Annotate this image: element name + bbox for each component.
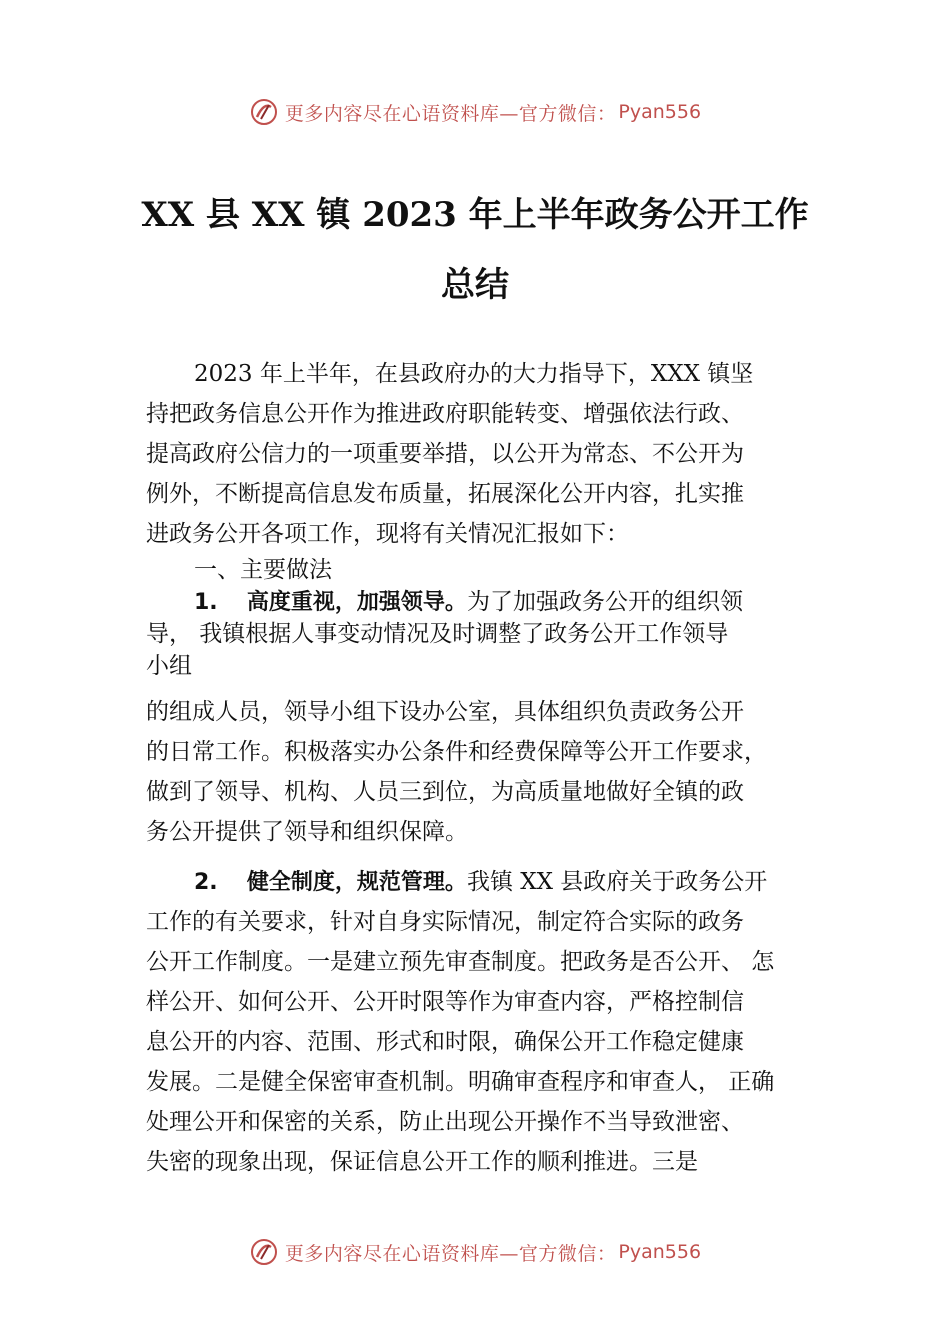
item2-line-7: 处理公开和保密的关系，防止出现公开操作不当导致泄密、 bbox=[146, 1109, 744, 1135]
item1-line-5: 的日常工作。积极落实办公条件和经费保障等公开工作要求， bbox=[146, 739, 767, 765]
item1-first-line bbox=[146, 586, 826, 618]
p1-line-4: 例外，不断提高信息发布质量，拓展深化公开内容，扎实推 bbox=[146, 481, 744, 507]
item2-line-2: 工作的有关要求，针对自身实际情况，制定符合实际的政务 bbox=[146, 909, 744, 935]
item2-number: 2. bbox=[194, 870, 218, 895]
watermark-header bbox=[0, 92, 950, 132]
watermark-id: Pyan556 bbox=[618, 1241, 702, 1263]
watermark-id: Pyan556 bbox=[618, 101, 702, 123]
watermark-text: 更多内容尽在心语资料库—官方微信： bbox=[284, 1242, 617, 1265]
item2-line-4: 样公开、如何公开、公开时限等作为审查内容，严格控制信 bbox=[146, 989, 744, 1015]
title-line-1: XX 县 XX 镇 2023 年上半年政务公开工作 bbox=[141, 195, 809, 235]
item2-line-5: 息公开的内容、范围、形式和时限，确保公开工作稳定健康 bbox=[146, 1029, 744, 1055]
document-title bbox=[0, 180, 950, 320]
item2-line-6: 发展。二是健全保密审查机制。明确审查程序和审查人， 正确 bbox=[146, 1069, 775, 1095]
title-line-2: 总结 bbox=[441, 265, 509, 305]
watermark-footer bbox=[0, 1232, 950, 1272]
item2-line-8: 失密的现象出现，保证信息公开工作的顺利推进。三是 bbox=[146, 1149, 698, 1175]
item2-line-3: 公开工作制度。一是建立预先审查制度。把政务是否公开、 怎 bbox=[146, 949, 775, 975]
item2-heading: 健全制度，规范管理。 bbox=[246, 870, 467, 895]
item1-line-2: 导， 我镇根据人事变动情况及时调整了政务公开工作领导 bbox=[146, 621, 729, 647]
item1-line-7: 务公开提供了领导和组织保障。 bbox=[146, 819, 468, 845]
item1-line-3: 小组 bbox=[146, 653, 192, 679]
item1-first-rest: 为了加强政务公开的组织领 bbox=[466, 589, 743, 615]
document-body bbox=[146, 354, 826, 1182]
item2-first-rest: 我镇 XX 县政府关于政务公开 bbox=[466, 869, 768, 895]
logo-icon bbox=[249, 97, 279, 127]
logo-icon bbox=[249, 1237, 279, 1267]
p1-line-2: 持把政务信息公开作为推进政府职能转变、增强依法行政、 bbox=[146, 401, 744, 427]
watermark-text: 更多内容尽在心语资料库—官方微信： bbox=[284, 102, 617, 125]
item1-line-6: 做到了领导、机构、人员三到位，为高质量地做好全镇的政 bbox=[146, 779, 744, 805]
p1-line-5: 进政务公开各项工作，现将有关情况汇报如下： bbox=[146, 521, 629, 547]
item1-heading: 高度重视，加强领导。 bbox=[246, 590, 467, 615]
item2-first-line bbox=[146, 862, 826, 902]
p1-line-1: 2023 年上半年，在县政府办的大力指导下，XXX 镇坚 bbox=[194, 361, 754, 387]
item1-line-4: 的组成人员，领导小组下设办公室，具体组织负责政务公开 bbox=[146, 699, 744, 725]
p1-line-3: 提高政府公信力的一项重要举措，以公开为常态、不公开为 bbox=[146, 441, 744, 467]
section-heading-1: 一、主要做法 bbox=[194, 557, 332, 583]
item1-number: 1. bbox=[194, 590, 218, 615]
